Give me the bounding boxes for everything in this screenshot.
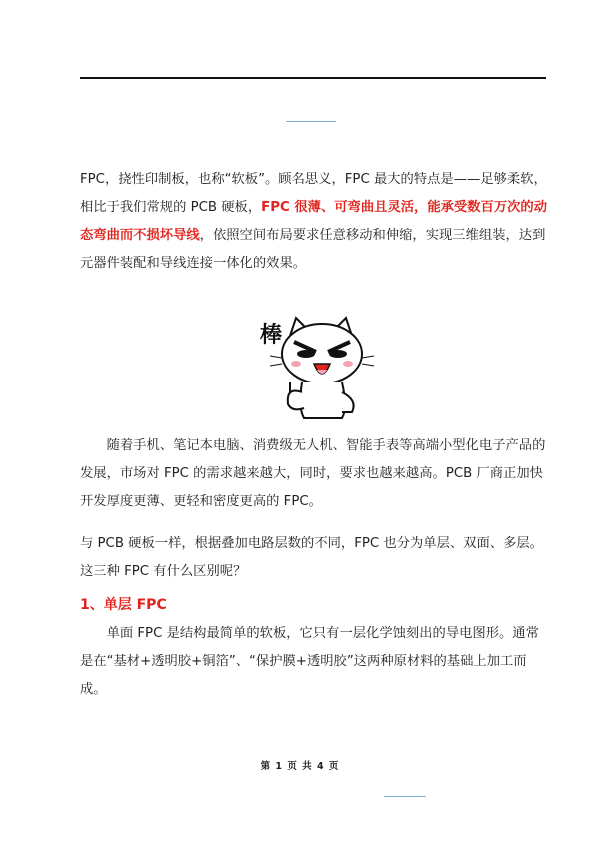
- intro-text-2: ，依照空间布局要求任意移动和伸缩，实现三维组装，达到元器件装配和导线连接一体化的效果。: [80, 228, 546, 271]
- market-paragraph: 随着手机、笔记本电脑、消费级无人机、智能手表等高端小型化电子产品的发展，市场对 FPC 的需求越来越大，同时，要求也越来越高。PCB 厂商正加快开发厚度更薄、更轻和密度更高的 FPC。: [80, 438, 546, 509]
- page-footer: 第 1 页 共 4 页: [260, 761, 340, 772]
- header-accent-line: [286, 121, 336, 122]
- intro-paragraph: [80, 166, 550, 278]
- cat-thumbs-up-icon: [246, 312, 376, 422]
- footer-accent-line: [384, 796, 426, 797]
- intro-text-1: FPC，挠性印制板，也称“软板”。顾名思义，FPC 最大的特点是——足够柔软，相比于我们常规的 PCB 硬板，: [80, 172, 547, 215]
- header-rule: [80, 77, 546, 79]
- section-heading: 1、单层 FPC: [80, 597, 167, 613]
- intro-highlight: FPC 很薄、可弯曲且灵活，能承受数百万次的动态弯曲而不损坏导线: [80, 200, 548, 243]
- section-body: 单面 FPC 是结构最简单的软板，它只有一层化学蚀刻出的导电图形。通常是在“基材+透明胶+铜箔”、“保护膜+透明胶”这两种原材料的基础上加工而成。: [80, 626, 539, 697]
- sticker-text: 棒: [260, 323, 283, 348]
- comparison-paragraph: 与 PCB 硬板一样，根据叠加电路层数的不同，FPC 也分为单层、双面、多层。这三种 FPC 有什么区别呢？: [80, 536, 543, 579]
